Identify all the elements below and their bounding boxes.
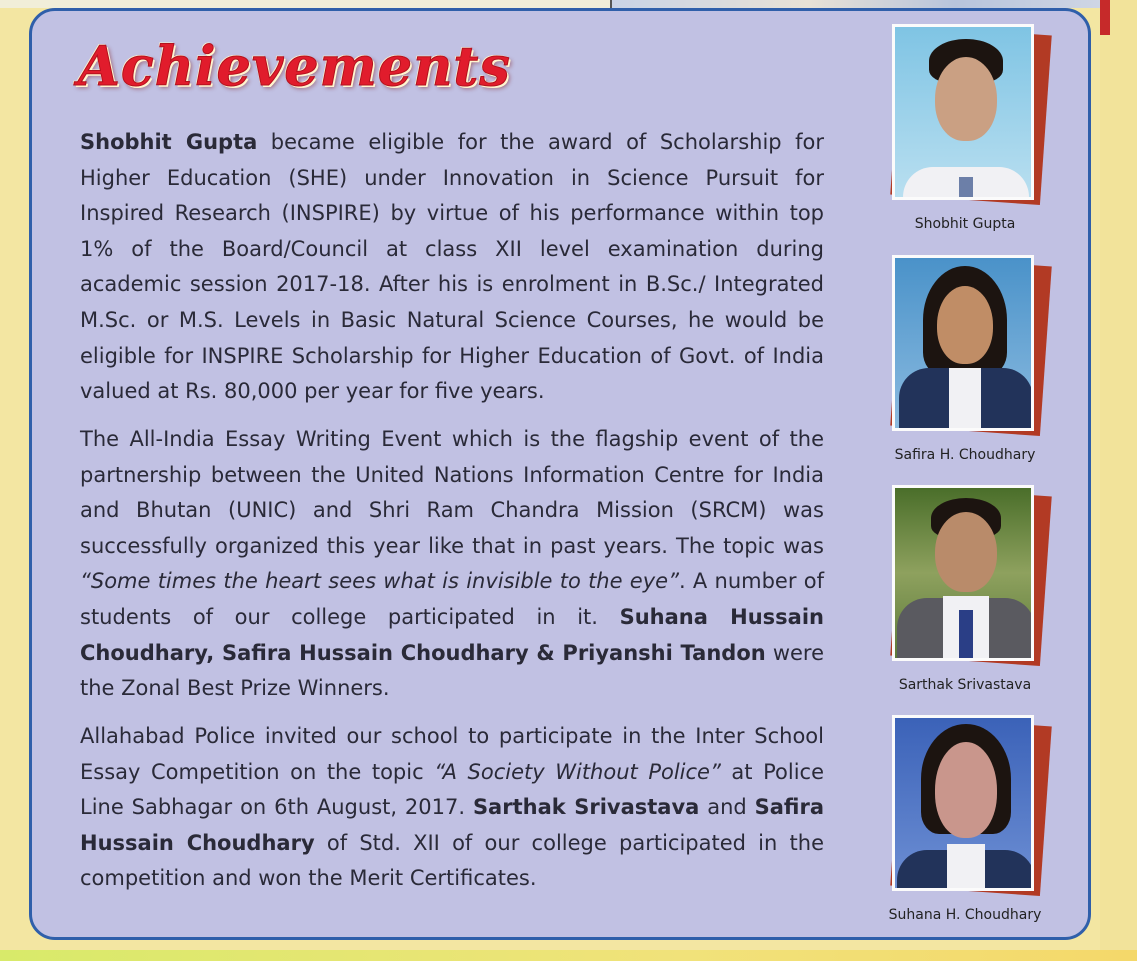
page-title: Achievements [78, 34, 511, 98]
student-photo [892, 485, 1034, 661]
student-photo-card [892, 24, 1038, 232]
paragraph-text: of Std. XII of our college participated in the competition and won the Merit Certificates. [80, 830, 825, 891]
paragraph-shobhit [80, 125, 824, 410]
paragraph-text: The All-India Essay Writing Event which is the flagship event of the partnership between the United Nations Information Centre for India and Bhutan (UNIC) and Shri Ram Chandra Mission (SRCM) was successfully organized this year like that in past years. The topic was [80, 427, 824, 558]
student-photo [892, 24, 1034, 200]
student-photo-card [892, 255, 1038, 463]
photo-caption: Sarthak Srivastava [898, 677, 1032, 693]
student-photo-card [892, 485, 1038, 693]
paragraph-essay-event [80, 422, 824, 707]
paragraph-text: . A number of students of our college participated in it. [80, 569, 824, 629]
student-name: Sarthak Srivastava [472, 795, 700, 820]
student-name: Shobhit Gupta [80, 130, 258, 154]
student-photo [892, 715, 1034, 891]
top-photo-fragment [610, 0, 1102, 8]
photo-caption: Safira H. Choudhary [894, 447, 1036, 463]
bottom-page-strip [0, 950, 1137, 961]
student-photo [892, 255, 1034, 431]
paragraph-text: Allahabad Police invited our school to participate in the Inter School Essay Competition on the topic [80, 724, 824, 784]
right-page-edge [1100, 0, 1137, 961]
paragraph-text: at Police Line Sabhagar on 6th August, 2017. [80, 759, 824, 820]
photo-caption: Shobhit Gupta [914, 216, 1016, 232]
winner-names: Suhana Hussain Choudhary, Safira Hussain Choudhary & Priyanshi Tandon [80, 604, 824, 665]
paragraph-text: and [699, 795, 755, 820]
student-name: Safira Hussain Choudhary [80, 795, 825, 855]
paragraph-text: became eligible for the award of Scholarship for Higher Education (SHE) under Innovation in Science Pursuit for Inspired Research (INSPIRE) by virtue of his performance within top 1% of the Board/Council at class XII level examination during academic session 2017-18. After his is enrolment in B.Sc./ Integrated M.Sc. or M.S. Levels in Basic Natural Science Courses, he would be eligible for INSPIRE Scholarship for Higher Education of Govt. of India valued at Rs. 80,000 per year for five years. [80, 130, 824, 404]
student-photo-card [888, 715, 1042, 923]
paragraph-police-essay [80, 719, 824, 897]
right-edge-accent [1100, 0, 1110, 35]
photo-caption: Suhana H. Choudhary [888, 907, 1042, 923]
essay-topic: “A Society Without Police” [434, 759, 721, 784]
essay-topic: “Some times the heart sees what is invisible to the eye” [80, 569, 679, 594]
paragraph-text: were the Zonal Best Prize Winners. [80, 640, 825, 701]
